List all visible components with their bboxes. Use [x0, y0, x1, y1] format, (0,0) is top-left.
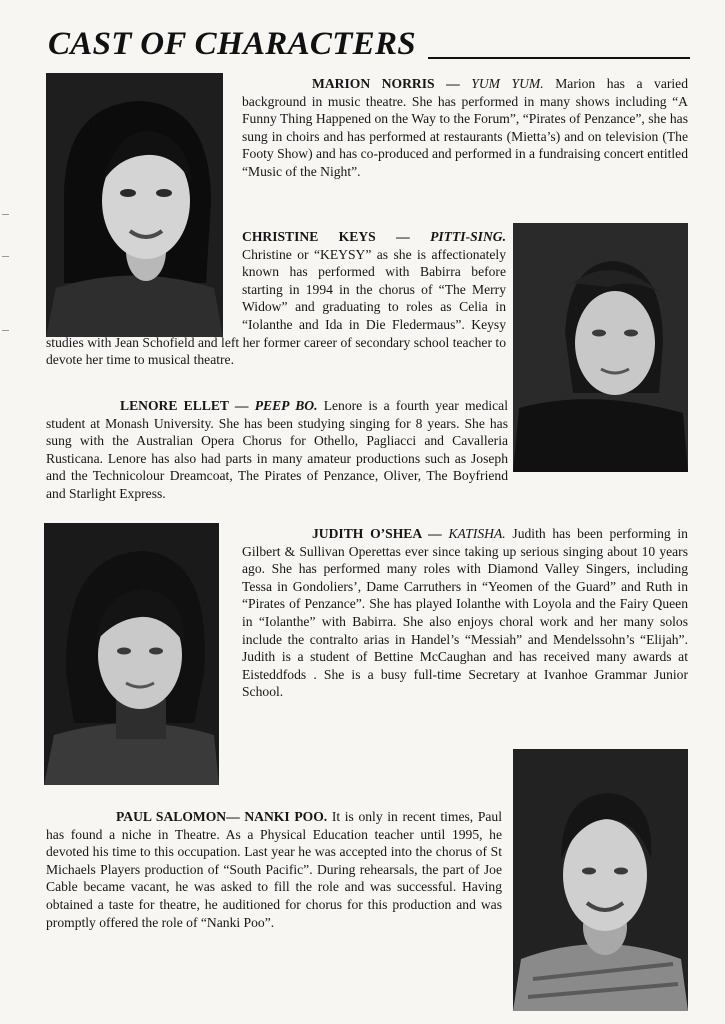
cast-bio-marion-norris [242, 75, 688, 181]
page-title: CAST OF CHARACTERS [48, 26, 416, 62]
cast-name: CHRISTINE KEYS — [242, 229, 410, 244]
cast-bio-text: Lenore is a fourth year medical student at Monash University. She has been studying singing for 8 years. She has sung with the Australian Opera Chorus for Othello, Pagliacci and Cavalleria Rusticana. Lenore has also had parts in many amateur productions such as Joseph and the Technicolour Dreamcoat, The Pirates of Penzance, Oliver, The Boyfriend and Starlight Express. [46, 398, 508, 501]
margin-mark [2, 214, 9, 215]
cast-bio-paul-salomon [46, 808, 502, 931]
title-rule [428, 57, 690, 59]
cast-bio-christine-keys [46, 228, 506, 369]
cast-role: PITTI-SING. [430, 229, 506, 244]
cast-bio-text: Marion has a varied background in music theatre. She has performed in many shows including “A Funny Thing Happened on the Way to the Forum”, “Pirates of Penzance”, she has sung in choirs and has performed at restaurants (Mietta’s) and on television (The Footy Show) and has co-produced and performed in a fundraising concert entitled “Music of the Night”. [242, 76, 688, 179]
cast-bio-lenore-ellet [46, 397, 688, 503]
cast-role: KATISHA. [448, 526, 506, 541]
margin-mark [2, 330, 9, 331]
cast-role: PEEP BO. [254, 398, 318, 413]
cast-bio-text: Judith has been performing in Gilbert & Sullivan Operettas ever since taking up serious singing about 10 years ago. She has performed many roles with Diamond Valley Singers, including Tessa in Gondoliers’, Dame Carruthers in “Yeomen of the Guard” and Ruth in “Pirates of Penzance”. She has played Iolanthe with Loyola and the Fairy Queen in “Iolanthe” with Babirra. She also enjoys choral work and her many solos include the contralto arias in Handel’s “Messiah” and Mendelssohn’s “Elijah”. Judith is a student of Bettine McCaughan and has received many awards at Eisteddfods . She is a busy full-time Secretary at Ivanhoe Grammar Junior School. [242, 526, 688, 700]
paul-salomon-photo [513, 749, 688, 1011]
cast-name: MARION NORRIS — [312, 76, 460, 91]
cast-name: LENORE ELLET — [120, 398, 249, 413]
judith-oshea-photo [44, 523, 219, 785]
cast-role: YUM YUM. [471, 76, 544, 91]
cast-name: PAUL SALOMON— NANKI POO. [116, 809, 328, 824]
cast-name: JUDITH O’SHEA — [312, 526, 442, 541]
cast-bio-text: It is only in recent times, Paul has found a niche in Theatre. As a Physical Education teacher until 1995, he devoted his time to this occupation. Last year he was accepted into the chorus of St Michaels Players production of “South Pacific”. During rehearsals, the part of Joe Cable became vacant, he was asked to fill the role and was successful. Having obtained a taste for theatre, he auditioned for chorus for this production and was promptly offered the role of “Nanki Poo”. [46, 809, 502, 930]
margin-mark [2, 256, 9, 257]
cast-bio-judith-oshea [242, 525, 688, 701]
cast-bio-text: Christine or “KEYSY” as she is affectionately known has performed with Babirra before starting in 1994 in the chorus of “The Merry Widow” and graduating to roles as Celia in “Iolanthe and Ida in Die Fledermaus”. Keysy studies with Jean Schofield and left her former career of secondary school teacher to devote her time to musical theatre. [46, 246, 506, 368]
